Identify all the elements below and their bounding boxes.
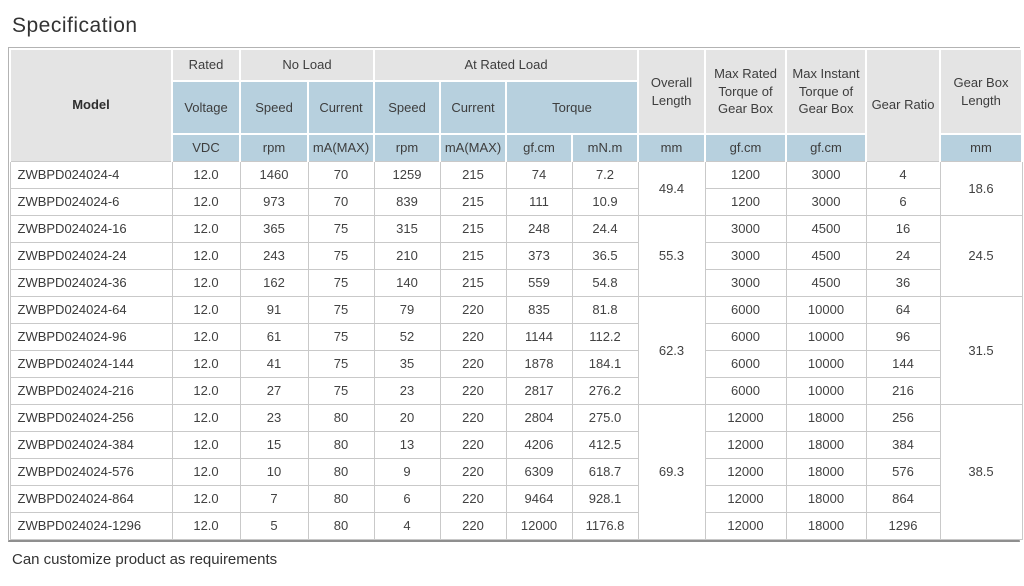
cell-torque-mnm: 7.2 — [572, 161, 638, 188]
page-title: Specification — [12, 14, 138, 37]
col-header-model: Model — [10, 49, 172, 161]
cell-torque-gfcm: 248 — [506, 215, 572, 242]
cell-gear-ratio: 144 — [866, 350, 940, 377]
cell-gear-ratio: 4 — [866, 161, 940, 188]
cell-no-load-speed: 27 — [240, 377, 308, 404]
cell-max-instant-torque: 10000 — [786, 323, 866, 350]
cell-overall-length: 69.3 — [638, 404, 705, 539]
cell-max-instant-torque: 10000 — [786, 350, 866, 377]
cell-rated-speed: 23 — [374, 377, 440, 404]
cell-no-load-speed: 5 — [240, 512, 308, 539]
table-row — [10, 296, 1022, 323]
cell-max-rated-torque: 6000 — [705, 350, 786, 377]
cell-max-rated-torque: 12000 — [705, 404, 786, 431]
table-row — [10, 323, 1022, 350]
cell-torque-mnm: 1176.8 — [572, 512, 638, 539]
cell-gear-ratio: 216 — [866, 377, 940, 404]
cell-rated-current: 215 — [440, 161, 506, 188]
cell-max-rated-torque: 3000 — [705, 269, 786, 296]
cell-torque-mnm: 184.1 — [572, 350, 638, 377]
cell-max-instant-torque: 18000 — [786, 512, 866, 539]
cell-model: ZWBPD024024-24 — [10, 242, 172, 269]
col-header-voltage: Voltage — [172, 81, 240, 134]
cell-no-load-current: 80 — [308, 431, 374, 458]
cell-gear-box-length: 38.5 — [940, 404, 1022, 539]
cell-model: ZWBPD024024-16 — [10, 215, 172, 242]
cell-rated-current: 220 — [440, 431, 506, 458]
cell-gear-box-length: 18.6 — [940, 161, 1022, 215]
cell-torque-gfcm: 111 — [506, 188, 572, 215]
cell-max-rated-torque: 12000 — [705, 512, 786, 539]
table-row — [10, 269, 1022, 296]
cell-max-rated-torque: 1200 — [705, 188, 786, 215]
customize-note: Can customize product as requirements — [12, 550, 278, 568]
cell-torque-gfcm: 2817 — [506, 377, 572, 404]
unit-max-rated-gfcm: gf.cm — [705, 134, 786, 161]
table-row — [10, 350, 1022, 377]
cell-torque-mnm: 10.9 — [572, 188, 638, 215]
cell-gear-ratio: 24 — [866, 242, 940, 269]
cell-gear-ratio: 64 — [866, 296, 940, 323]
col-header-max-rated-torque: Max Rated Torque of Gear Box — [705, 49, 786, 134]
cell-gear-ratio: 16 — [866, 215, 940, 242]
cell-rated-speed: 315 — [374, 215, 440, 242]
cell-torque-gfcm: 2804 — [506, 404, 572, 431]
cell-rated-current: 220 — [440, 404, 506, 431]
cell-model: ZWBPD024024-6 — [10, 188, 172, 215]
cell-no-load-current: 80 — [308, 512, 374, 539]
cell-no-load-current: 75 — [308, 296, 374, 323]
unit-torque-mnm: mN.m — [572, 134, 638, 161]
cell-model: ZWBPD024024-256 — [10, 404, 172, 431]
col-header-no-load: No Load — [240, 49, 374, 81]
table-row — [10, 404, 1022, 431]
cell-max-rated-torque: 12000 — [705, 485, 786, 512]
cell-rated-speed: 13 — [374, 431, 440, 458]
cell-no-load-speed: 23 — [240, 404, 308, 431]
cell-no-load-current: 70 — [308, 188, 374, 215]
spec-table-header — [10, 49, 1022, 161]
cell-voltage: 12.0 — [172, 215, 240, 242]
cell-no-load-current: 75 — [308, 242, 374, 269]
table-row — [10, 215, 1022, 242]
cell-rated-current: 220 — [440, 296, 506, 323]
unit-rpm-rated: rpm — [374, 134, 440, 161]
table-row — [10, 188, 1022, 215]
unit-vdc: VDC — [172, 134, 240, 161]
cell-max-rated-torque: 3000 — [705, 242, 786, 269]
unit-ma-rated: mA(MAX) — [440, 134, 506, 161]
cell-no-load-current: 80 — [308, 404, 374, 431]
cell-rated-current: 215 — [440, 242, 506, 269]
cell-gear-ratio: 96 — [866, 323, 940, 350]
cell-rated-current: 220 — [440, 377, 506, 404]
spec-table-container — [8, 47, 1020, 542]
cell-torque-mnm: 412.5 — [572, 431, 638, 458]
unit-overall-length-mm: mm — [638, 134, 705, 161]
cell-no-load-speed: 973 — [240, 188, 308, 215]
cell-torque-gfcm: 6309 — [506, 458, 572, 485]
cell-rated-current: 220 — [440, 512, 506, 539]
cell-rated-speed: 1259 — [374, 161, 440, 188]
cell-gear-ratio: 864 — [866, 485, 940, 512]
cell-torque-gfcm: 9464 — [506, 485, 572, 512]
cell-gear-ratio: 6 — [866, 188, 940, 215]
cell-torque-gfcm: 373 — [506, 242, 572, 269]
cell-max-rated-torque: 6000 — [705, 323, 786, 350]
cell-max-instant-torque: 4500 — [786, 242, 866, 269]
cell-no-load-speed: 10 — [240, 458, 308, 485]
cell-no-load-speed: 162 — [240, 269, 308, 296]
col-header-gear-ratio: Gear Ratio — [866, 49, 940, 161]
unit-torque-gfcm: gf.cm — [506, 134, 572, 161]
cell-voltage: 12.0 — [172, 404, 240, 431]
cell-max-instant-torque: 4500 — [786, 215, 866, 242]
cell-max-rated-torque: 12000 — [705, 431, 786, 458]
unit-ma-no-load: mA(MAX) — [308, 134, 374, 161]
cell-max-rated-torque: 6000 — [705, 296, 786, 323]
cell-no-load-current: 75 — [308, 269, 374, 296]
cell-gear-ratio: 384 — [866, 431, 940, 458]
cell-no-load-current: 75 — [308, 323, 374, 350]
cell-model: ZWBPD024024-216 — [10, 377, 172, 404]
cell-voltage: 12.0 — [172, 431, 240, 458]
cell-max-instant-torque: 10000 — [786, 377, 866, 404]
cell-voltage: 12.0 — [172, 512, 240, 539]
cell-max-instant-torque: 18000 — [786, 485, 866, 512]
cell-torque-mnm: 24.4 — [572, 215, 638, 242]
cell-model: ZWBPD024024-864 — [10, 485, 172, 512]
spec-table-body — [10, 161, 1022, 539]
cell-rated-speed: 4 — [374, 512, 440, 539]
cell-rated-current: 220 — [440, 458, 506, 485]
cell-voltage: 12.0 — [172, 296, 240, 323]
cell-torque-mnm: 112.2 — [572, 323, 638, 350]
cell-torque-gfcm: 1144 — [506, 323, 572, 350]
cell-no-load-speed: 15 — [240, 431, 308, 458]
cell-voltage: 12.0 — [172, 377, 240, 404]
cell-rated-current: 215 — [440, 215, 506, 242]
cell-voltage: 12.0 — [172, 161, 240, 188]
cell-torque-mnm: 54.8 — [572, 269, 638, 296]
cell-max-instant-torque: 18000 — [786, 458, 866, 485]
cell-voltage: 12.0 — [172, 188, 240, 215]
cell-torque-mnm: 36.5 — [572, 242, 638, 269]
cell-max-rated-torque: 12000 — [705, 458, 786, 485]
cell-no-load-current: 75 — [308, 350, 374, 377]
col-header-rated-speed: Speed — [374, 81, 440, 134]
cell-torque-gfcm: 835 — [506, 296, 572, 323]
spec-table — [9, 48, 1023, 540]
cell-rated-current: 220 — [440, 350, 506, 377]
header-row-groups — [10, 49, 1022, 81]
cell-model: ZWBPD024024-96 — [10, 323, 172, 350]
unit-max-instant-gfcm: gf.cm — [786, 134, 866, 161]
table-row — [10, 377, 1022, 404]
cell-no-load-current: 70 — [308, 161, 374, 188]
cell-model: ZWBPD024024-144 — [10, 350, 172, 377]
table-row — [10, 458, 1022, 485]
col-header-no-load-current: Current — [308, 81, 374, 134]
cell-torque-gfcm: 1878 — [506, 350, 572, 377]
cell-max-rated-torque: 3000 — [705, 215, 786, 242]
cell-model: ZWBPD024024-36 — [10, 269, 172, 296]
cell-rated-current: 215 — [440, 188, 506, 215]
cell-torque-gfcm: 559 — [506, 269, 572, 296]
unit-rpm-no-load: rpm — [240, 134, 308, 161]
cell-model: ZWBPD024024-1296 — [10, 512, 172, 539]
cell-max-instant-torque: 3000 — [786, 161, 866, 188]
cell-model: ZWBPD024024-576 — [10, 458, 172, 485]
cell-rated-speed: 52 — [374, 323, 440, 350]
cell-rated-current: 220 — [440, 485, 506, 512]
cell-no-load-current: 75 — [308, 215, 374, 242]
cell-overall-length: 55.3 — [638, 215, 705, 296]
cell-model: ZWBPD024024-4 — [10, 161, 172, 188]
cell-overall-length: 62.3 — [638, 296, 705, 404]
cell-rated-speed: 6 — [374, 485, 440, 512]
cell-torque-mnm: 618.7 — [572, 458, 638, 485]
cell-rated-speed: 210 — [374, 242, 440, 269]
table-row — [10, 431, 1022, 458]
cell-rated-current: 215 — [440, 269, 506, 296]
cell-no-load-speed: 91 — [240, 296, 308, 323]
table-row — [10, 161, 1022, 188]
cell-gear-box-length: 24.5 — [940, 215, 1022, 296]
cell-max-rated-torque: 6000 — [705, 377, 786, 404]
cell-torque-gfcm: 12000 — [506, 512, 572, 539]
cell-no-load-speed: 1460 — [240, 161, 308, 188]
cell-voltage: 12.0 — [172, 269, 240, 296]
cell-torque-mnm: 275.0 — [572, 404, 638, 431]
cell-torque-gfcm: 74 — [506, 161, 572, 188]
cell-no-load-speed: 41 — [240, 350, 308, 377]
cell-rated-speed: 839 — [374, 188, 440, 215]
cell-torque-mnm: 81.8 — [572, 296, 638, 323]
cell-torque-gfcm: 4206 — [506, 431, 572, 458]
cell-voltage: 12.0 — [172, 485, 240, 512]
cell-no-load-current: 80 — [308, 485, 374, 512]
table-row — [10, 512, 1022, 539]
table-row — [10, 485, 1022, 512]
cell-max-instant-torque: 18000 — [786, 431, 866, 458]
col-header-rated-current: Current — [440, 81, 506, 134]
col-header-at-rated-load: At Rated Load — [374, 49, 638, 81]
cell-no-load-speed: 61 — [240, 323, 308, 350]
cell-gear-ratio: 1296 — [866, 512, 940, 539]
cell-gear-ratio: 576 — [866, 458, 940, 485]
cell-rated-speed: 35 — [374, 350, 440, 377]
cell-max-rated-torque: 1200 — [705, 161, 786, 188]
cell-no-load-speed: 243 — [240, 242, 308, 269]
cell-rated-speed: 20 — [374, 404, 440, 431]
cell-voltage: 12.0 — [172, 242, 240, 269]
cell-gear-box-length: 31.5 — [940, 296, 1022, 404]
cell-rated-speed: 79 — [374, 296, 440, 323]
cell-overall-length: 49.4 — [638, 161, 705, 215]
cell-gear-ratio: 256 — [866, 404, 940, 431]
cell-max-instant-torque: 4500 — [786, 269, 866, 296]
cell-no-load-speed: 7 — [240, 485, 308, 512]
cell-max-instant-torque: 3000 — [786, 188, 866, 215]
col-header-gear-box-length: Gear Box Length — [940, 49, 1022, 134]
cell-rated-current: 220 — [440, 323, 506, 350]
cell-model: ZWBPD024024-64 — [10, 296, 172, 323]
col-header-max-instant-torque: Max Instant Torque of Gear Box — [786, 49, 866, 134]
cell-torque-mnm: 276.2 — [572, 377, 638, 404]
cell-gear-ratio: 36 — [866, 269, 940, 296]
cell-no-load-speed: 365 — [240, 215, 308, 242]
cell-model: ZWBPD024024-384 — [10, 431, 172, 458]
col-header-rated: Rated — [172, 49, 240, 81]
cell-rated-speed: 9 — [374, 458, 440, 485]
cell-no-load-current: 80 — [308, 458, 374, 485]
col-header-overall-length: Overall Length — [638, 49, 705, 134]
cell-voltage: 12.0 — [172, 458, 240, 485]
table-row — [10, 242, 1022, 269]
col-header-no-load-speed: Speed — [240, 81, 308, 134]
unit-gear-box-length-mm: mm — [940, 134, 1022, 161]
col-header-torque: Torque — [506, 81, 638, 134]
cell-no-load-current: 75 — [308, 377, 374, 404]
cell-max-instant-torque: 10000 — [786, 296, 866, 323]
cell-voltage: 12.0 — [172, 323, 240, 350]
cell-torque-mnm: 928.1 — [572, 485, 638, 512]
cell-rated-speed: 140 — [374, 269, 440, 296]
cell-voltage: 12.0 — [172, 350, 240, 377]
cell-max-instant-torque: 18000 — [786, 404, 866, 431]
